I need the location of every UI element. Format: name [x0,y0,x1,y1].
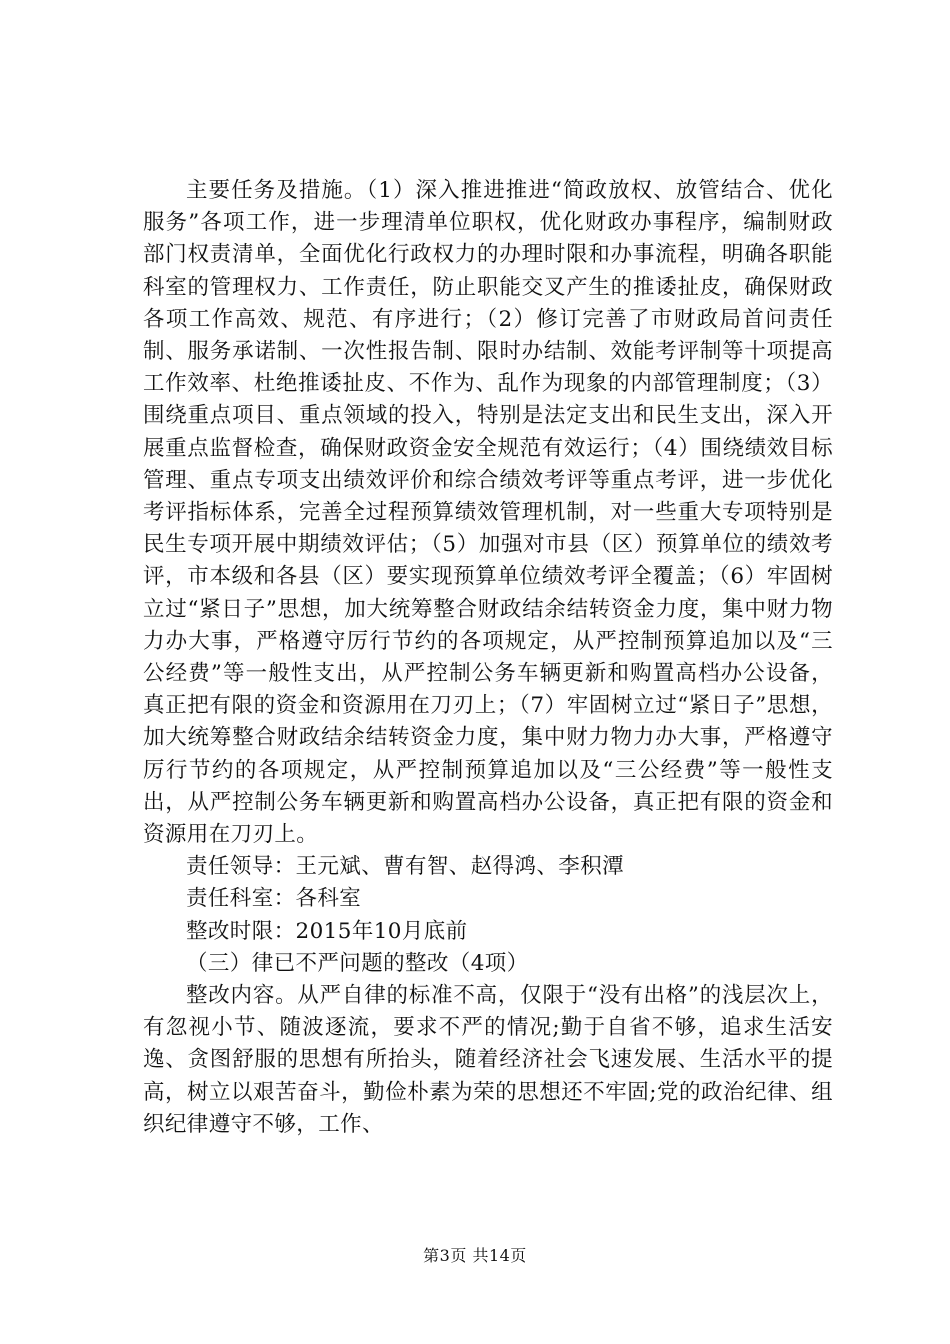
paragraph-responsible-leaders: 责任领导：王元斌、曹有智、赵得鸿、李积潭 [186,854,625,880]
document-body [143,175,833,1141]
paragraph-rectification-content: 整改内容。从严自律的标准不高，仅限于“没有出格”的浅层次上，有忽视小节、随波逐流，要求不严的情况;勤于自省不够，追求生活安逸、贪图舒服的思想有所抬头，随着经济社会飞速发展、生活水平的提高，树立以艰苦奋斗，勤俭朴素为荣的思想还不牢固;党的政治纪律、组织纪律遵守不够，工作、 [143,983,833,1137]
page-footer [0,1243,950,1266]
page-number: 第3页 共14页 [423,1246,527,1265]
section-heading: （三）律已不严问题的整改（4项） [186,950,529,976]
paragraph-tasks-and-measures: 主要任务及措施。（1）深入推进推进“简政放权、放管结合、优化服务”各项工作，进一步理清单位职权，优化财政办事程序，编制财政部门权责清单，全面优化行政权力的办理时限和办事流程，明确各职能科室的管理权力、工作责任，防止职能交叉产生的推诿扯皮，确保财政各项工作高效、规范、有序进行；（2）修订完善了市财政局首问责任制、服务承诺制、一次性报告制、限时办结制、效能考评制等十项提高工作效率、杜绝推诿扯皮、不作为、乱作为现象的内部管理制度；（3）围绕重点项目、重点领域的投入，特别是法定支出和民生支出，深入开展重点监督检查，确保财政资金安全规范有效运行；（4）围绕绩效目标管理、重点专项支出绩效评价和综合绩效考评等重点考评，进一步优化考评指标体系，完善全过程预算绩效管理机制，对一些重大专项特别是民生专项开展中期绩效评估；（5）加强对市县（区）预算单位的绩效考评，市本级和各县（区）要实现预算单位绩效考评全覆盖；（6）牢固树立过“紧日子”思想，加大统筹整合财政结余结转资金力度，集中财力物力办大事，严格遵守厉行节约的各项规定，从严控制预算追加以及“三公经费”等一般性支出，从严控制公务车辆更新和购置高档办公设备，真正把有限的资金和资源用在刀刃上；（7）牢固树立过“紧日子”思想，加大统筹整合财政结余结转资金力度，集中财力物力办大事，严格遵守厉行节约的各项规定，从严控制预算追加以及“三公经费”等一般性支出，从严控制公务车辆更新和购置高档办公设备，真正把有限的资金和资源用在刀刃上。 [143,178,833,848]
paragraph-deadline: 整改时限：2015年10月底前 [186,918,468,944]
paragraph-responsible-department: 责任科室：各科室 [186,886,362,912]
